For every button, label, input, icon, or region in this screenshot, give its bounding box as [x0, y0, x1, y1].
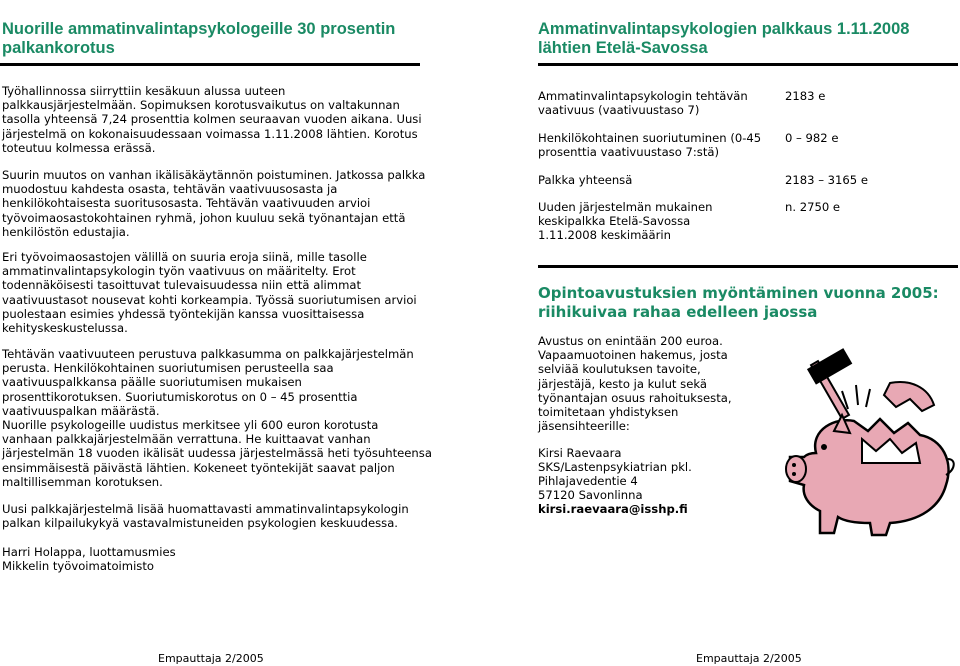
table-row-value: n. 2750 e: [785, 200, 841, 214]
right-footer: Empauttaja 2/2005: [696, 652, 802, 665]
paragraph-2: Suurin muutos on vanhan ikälisäkäytännön poistuminen. Jatkossa palkka muodostuu kahdesta osasta, tehtävän vaativuusosasta ja henkilökohtaisesta suoritusosasta. Tehtävän vaativuuden arvioi työvoimaosastokohtainen ryhmä, johon kuuluu sekä työnantajan että henkilöstön edustajia.: [2, 168, 426, 239]
signature: Harri Holappa, luottamusmies Mikkelin työvoimatoimisto: [2, 545, 176, 574]
table-row-value: 0 – 982 e: [785, 131, 839, 145]
left-footer: Empauttaja 2/2005: [158, 652, 264, 665]
contact-line: Kirsi Raevaara: [538, 446, 622, 460]
contact-line: SKS/Lastenpsykiatrian pkl.: [538, 460, 692, 474]
table-row-label: Uuden järjestelmän mukainen keskipalkka Etelä-Savossa 1.11.2008 keskimäärin: [538, 200, 713, 243]
table-row-value: 2183 e: [785, 89, 826, 103]
table-row-label: Ammatinvalintapsykologin tehtävän vaativuus (vaativuustaso 7): [538, 89, 748, 118]
grants-body: Avustus on enintään 200 euroa. Vapaamuotoinen hakemus, josta selviää koulutuksen tavoite, järjestäjä, kesto ja kulut sekä työnantajan osuus rahoituksesta, toimitetaan yhdistyksen jäsensihteerille:: [538, 334, 732, 434]
left-headline: Nuorille ammatinvalintapsykologeille 30 prosentin palkankorotus: [2, 20, 396, 57]
hammer-icon: [807, 348, 852, 419]
table-row-value: 2183 – 3165 e: [785, 173, 868, 187]
table-row-label: Henkilökohtainen suoriutuminen (0-45 prosenttia vaativuustaso 7:stä): [538, 131, 762, 160]
left-divider: [0, 63, 420, 66]
paragraph-3: Eri työvoimaosastojen välillä on suuria eroja siinä, mille tasolle ammatinvalintapsykologin työn vaativuus on määritelty. Erot todennäköisesti tasoittuvat tulevaisuudessa niin että alimmat vaativuustasot nousevat kohti korkeampia. Työssä suoriutumisen arvioi puolestaan esimies yhdessä työntekijän kanssa vuosittaisessa kehityskeskustelussa.: [2, 250, 417, 336]
contact-email: kirsi.raevaara@isshp.fi: [538, 502, 688, 516]
grants-headline: Opintoavustuksien myöntäminen vuonna 2005: riihikuivaa rahaa edelleen jaossa: [538, 284, 939, 321]
right-divider-top: [538, 63, 958, 66]
paragraph-5: Nuorille psykologeille uudistus merkitsee yli 600 euron korotusta vanhaan palkkajärjestelmään verrattuna. He kuittaavat vanhan järjestelmän 18 vuoden ikälisät uudessa järjestelmässä heti työsuhteensa ensimmäisestä päivästä lähtien. Kokeneet työntekijät saavat paljon maltillisemman korotuksen.: [2, 418, 432, 489]
paragraph-6: Uusi palkkajärjestelmä lisää huomattavasti ammatinvalintapsykologin palkan kilpailukykyä vastavalmistuneiden psykologien keskuudessa.: [2, 502, 409, 531]
contact-line: 57120 Savonlinna: [538, 488, 643, 502]
table-row-label: Palkka yhteensä: [538, 173, 633, 187]
paragraph-4: Tehtävän vaativuuteen perustuva palkkasumma on palkkajärjestelmän perusta. Henkilökohtainen suoriutumisen perusteella saa vaativuuspalkkansa päälle suoriutumisen mukaisen prosenttikorotuksen. Suoriutumiskorotus on 0 – 45 prosenttia vaativuuspalkan määrästä.: [2, 347, 414, 418]
right-divider-middle: [538, 265, 958, 268]
piggy-bank-hammer-icon: [750, 335, 958, 540]
paragraph-1: Työhallinnossa siirryttiin kesäkuun alussa uuteen palkkausjärjestelmään. Sopimuksen korotusvaikutus on valtakunnan tasolla yhteensä 7,24 prosenttia kolmen seuraavan vuoden aikana. Uusi järjestelmä on kokonaisuudessaan voimassa 1.11.2008 lähtien. Korotus toteutuu kolmessa erässä.: [2, 84, 422, 155]
contact-line: Pihlajavedentie 4: [538, 474, 638, 488]
right-headline: Ammatinvalintapsykologien palkkaus 1.11.2008 lähtien Etelä-Savossa: [538, 20, 910, 57]
